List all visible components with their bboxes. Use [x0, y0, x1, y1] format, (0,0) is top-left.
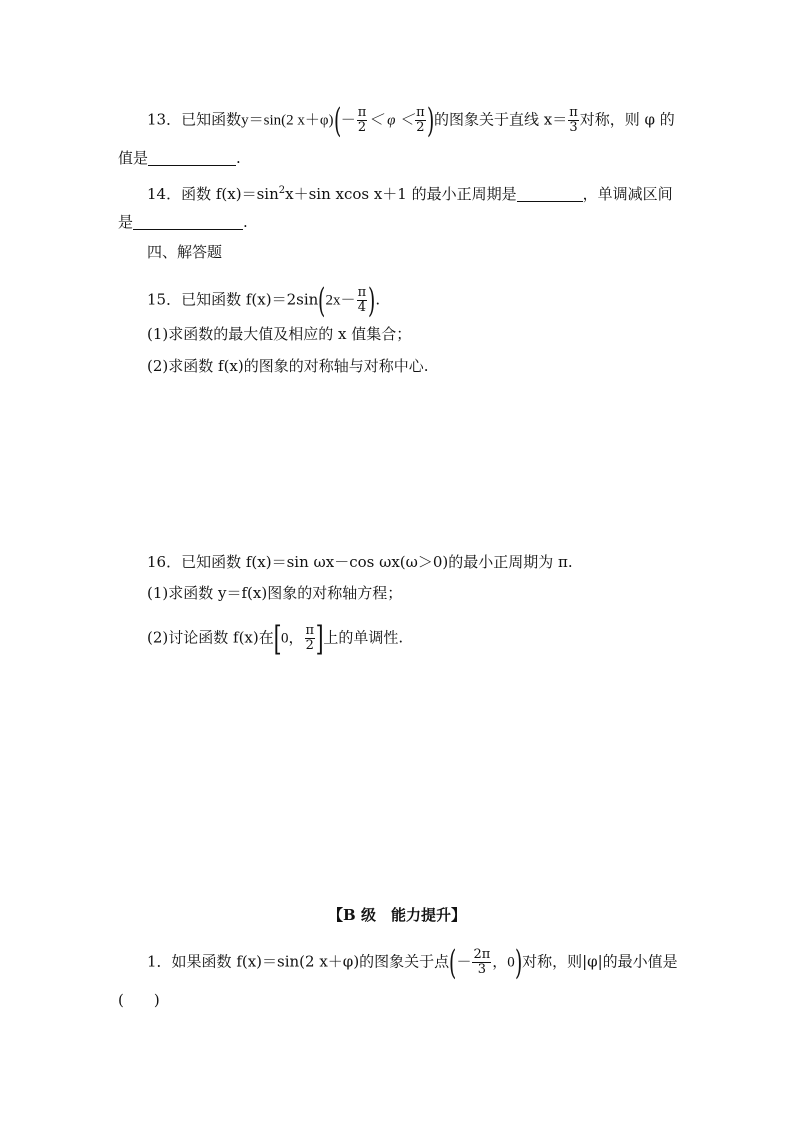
q15-part1: (1)求函数的最大值及相应的 x 值集合； — [147, 325, 412, 343]
left-paren: ( — [449, 942, 457, 983]
q13-function: y＝sin(2 x＋φ) — [241, 112, 334, 129]
q14-number: 14． — [147, 185, 182, 203]
q13-line1 — [147, 100, 675, 141]
left-paren: ( — [333, 100, 341, 141]
q13-text-a: 已知函数 — [181, 110, 242, 129]
q13-frac-pi-2: $\frac{\pi}{2}$ — [357, 105, 367, 135]
q16-part2-a: (2)讨论函数 f(x)在 — [147, 628, 274, 647]
b1-line1 — [147, 942, 678, 983]
level-b-title: 【B 级 能力提升】 — [328, 906, 466, 924]
q14-end: . — [243, 213, 248, 231]
q13-end: . — [236, 149, 241, 167]
q14-line1 — [147, 181, 673, 204]
q16-part2-b: 上的单调性. — [323, 628, 404, 647]
left-bracket: [ — [273, 618, 282, 659]
q14-sup: 2 — [278, 185, 286, 196]
b1-frac-2pi-3: $\frac{2\pi}{3}$ — [473, 947, 491, 977]
b1-text-a: 如果函数 f(x)＝sin(2 x＋φ)的图象关于点 — [171, 952, 450, 971]
q14-text-a: 函数 f(x)＝sin — [181, 185, 279, 203]
q15-frac-pi-4: $\frac{\pi}{4}$ — [357, 285, 367, 315]
q13-frac-pi-3: $\frac{\pi}{3}$ — [569, 105, 578, 135]
q16-number: 16． — [147, 553, 182, 571]
q13-frac-pi-2b: $\frac{\pi}{2}$ — [416, 105, 425, 135]
q15-inner: 2x－ — [325, 292, 356, 309]
section-title: 四、解答题 — [147, 243, 223, 261]
right-paren: ) — [426, 100, 434, 141]
right-paren: ) — [368, 280, 376, 321]
q13-minus: － — [340, 110, 356, 129]
q14-line2-text: 是 — [118, 213, 134, 231]
b1-comma-zero: ，0 — [492, 954, 515, 971]
q13-answer-blank[interactable] — [148, 149, 236, 166]
q16-part1: (1)求函数 y＝f(x)图象的对称轴方程； — [147, 584, 403, 602]
b1-minus: － — [456, 952, 472, 971]
b1-number: 1． — [147, 952, 172, 971]
q15-number: 15． — [147, 290, 182, 309]
q14-text-c: ，单调减区间 — [582, 185, 673, 203]
q15-text-a: 已知函数 f(x)＝2sin — [181, 290, 319, 309]
q14-text-b: x＋sin xcos x＋1 的最小正周期是 — [285, 185, 517, 203]
q13-line2 — [118, 148, 241, 168]
q13-number: 13． — [147, 110, 182, 129]
right-bracket: ] — [315, 618, 324, 659]
q14-period-blank[interactable] — [517, 185, 583, 202]
b1-answer-paren[interactable]: ( ) — [118, 991, 160, 1009]
q16-line1 — [147, 552, 573, 572]
q15-line1 — [147, 280, 381, 321]
q13-inequality: ＜ φ ＜ — [368, 112, 415, 129]
q16-text-a: 已知函数 f(x)＝sin ωx－cos ωx(ω＞0)的最小正周期为 π. — [181, 553, 573, 571]
q15-part2: (2)求函数 f(x)的图象的对称轴与对称中心. — [147, 357, 429, 375]
q15-end: . — [375, 290, 381, 309]
q14-line2 — [118, 212, 248, 232]
b1-text-b: 对称，则|φ|的最小值是 — [522, 952, 678, 971]
left-paren: ( — [318, 280, 326, 321]
q16-part2 — [147, 618, 404, 659]
q13-text-b: 的图象关于直线 x＝ — [433, 110, 568, 129]
q14-interval-blank[interactable] — [133, 213, 243, 230]
right-paren: ) — [514, 942, 523, 983]
q13-text-c: 对称，则 φ 的 — [579, 110, 675, 129]
q16-zero: 0， — [281, 630, 304, 647]
q13-line2-text: 值是 — [118, 149, 149, 167]
q16-frac-pi-2: $\frac{\pi}{2}$ — [305, 623, 315, 653]
